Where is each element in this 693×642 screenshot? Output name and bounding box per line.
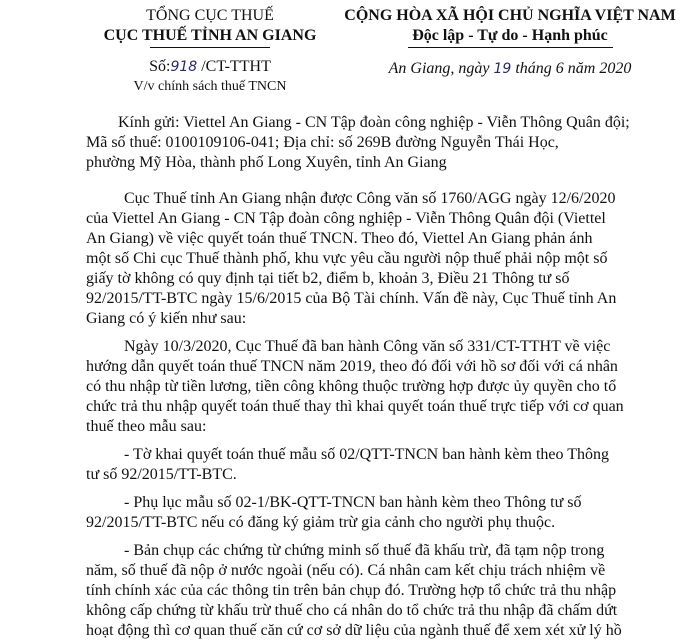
paragraph-line: hướng dẫn quyết toán thuế TNCN năm 2019, theo đó đối với hồ sơ đối với cá nhân	[86, 358, 618, 375]
paragraph-line: thuế theo mẫu sau:	[86, 418, 207, 435]
document-number-handwritten: 918	[170, 59, 198, 75]
date-suffix: tháng 6 năm 2020	[515, 60, 632, 77]
recipient-line: phường Mỹ Hòa, thành phố Long Xuyên, tỉnh An Giang	[86, 154, 447, 171]
paragraph-line: chức trả thu nhập quyết toán thuế thay thì khai quyết toán thuế trực tiếp với cơ quan	[86, 398, 624, 415]
issuer-block	[70, 6, 350, 96]
list-item-declaration-form	[86, 445, 672, 485]
paragraph-line: Ngày 10/3/2020, Cục Thuế đã ban hành Công văn số 331/CT-TTHT về việc	[124, 338, 611, 355]
issuer-underline	[150, 47, 270, 48]
paragraph-line: tư số 92/2015/TT-BTC.	[86, 466, 237, 483]
paragraph-line: Giang có ý kiến như sau:	[86, 310, 247, 327]
paragraph-line: tính chính xác của các thông tin trên bản chụp đó. Trường hợp tổ chức trả thu nhập	[86, 582, 617, 599]
paragraph-line: - Phụ lục mẫu số 02-1/BK-QTT-TNCN ban hành kèm theo Thông tư số	[124, 494, 582, 511]
date-prefix: An Giang, ngày	[388, 60, 490, 77]
paragraph-line: có thu nhập từ tiền lương, tiền công không thuộc trường hợp được ủy quyền cho tổ	[86, 378, 617, 395]
paragraph-line: - Tờ khai quyết toán thuế mẫu số 02/QTT-TNCN ban hành kèm theo Thông	[124, 446, 609, 463]
recipient-block	[86, 113, 672, 173]
issuing-department: CỤC THUẾ TỈNH AN GIANG	[103, 27, 317, 44]
paragraph-line: 92/2015/TT-BTC ngày 15/6/2015 của Bộ Tài chính. Vấn đề này, Cục Thuế tỉnh An	[86, 290, 617, 307]
paragraph-line: Cục Thuế tỉnh An Giang nhận được Công văn số 1760/AGG ngày 12/6/2020	[124, 190, 616, 207]
motto-underline	[408, 47, 613, 48]
nation-title: CỘNG HÒA XÃ HỘI CHỦ NGHĨA VIỆT NAM	[344, 7, 676, 24]
document-number-suffix: /CT-TTHT	[201, 58, 271, 75]
parent-agency: TỔNG CỤC THUẾ	[146, 7, 274, 24]
recipient-line: Mã số thuế: 0100109106-041; Địa chỉ: số 269B đường Nguyễn Thái Học,	[86, 134, 559, 151]
list-item-appendix	[86, 493, 672, 533]
date-line	[330, 58, 690, 80]
paragraph-line: giấy tờ không có quy định tại tiết b2, điểm b, khoản 3, Điều 21 Thông tư số	[86, 270, 570, 287]
document-number-prefix: Số:	[149, 58, 171, 75]
paragraph-line: hoạt động thì cơ quan thuế căn cứ cơ sở dữ liệu của ngành thuế để xem xét xử lý hồ	[86, 622, 622, 639]
paragraph-line: của Viettel An Giang - CN Tập đoàn công nghiệp - Viễn Thông Quân đội (Viettel	[86, 210, 606, 227]
paragraph-line: An Giang) về việc quyết toán thuế TNCN. Theo đó, Viettel An Giang phản ánh	[86, 230, 593, 247]
paragraph-guidance	[86, 337, 672, 437]
document-number	[70, 56, 350, 78]
paragraph-line: - Bản chụp các chứng từ chứng minh số thuế đã khấu trừ, đã tạm nộp trong	[124, 542, 605, 559]
paragraph-intro	[86, 189, 672, 329]
paragraph-line: không cấp chứng từ khấu trừ thuế cho cá nhân do tổ chức trả thu nhập đã chấm dứt	[86, 602, 618, 619]
paragraph-line: năm, số thuế đã nộp ở nước ngoài (nếu có). Cá nhân cam kết chịu trách nhiệm về	[86, 562, 606, 579]
paragraph-line: 92/2015/TT-BTC nếu có đăng ký giảm trừ gia cảnh cho người phụ thuộc.	[86, 514, 556, 531]
recipient-line: Kính gửi: Viettel An Giang - CN Tập đoàn công nghiệp - Viễn Thông Quân đội;	[118, 114, 630, 131]
date-day-handwritten: 19	[493, 61, 512, 77]
list-item-copies	[86, 541, 672, 641]
paragraph-line: một số Chi cục Thuế thành phố, khu vực yêu cầu người nộp thuế phải nộp một số	[86, 250, 608, 267]
document-body	[86, 113, 672, 641]
national-motto: Độc lập - Tự do - Hạnh phúc	[412, 27, 608, 44]
document-subject: V/v chính sách thuế TNCN	[133, 79, 287, 94]
national-header	[330, 6, 690, 80]
